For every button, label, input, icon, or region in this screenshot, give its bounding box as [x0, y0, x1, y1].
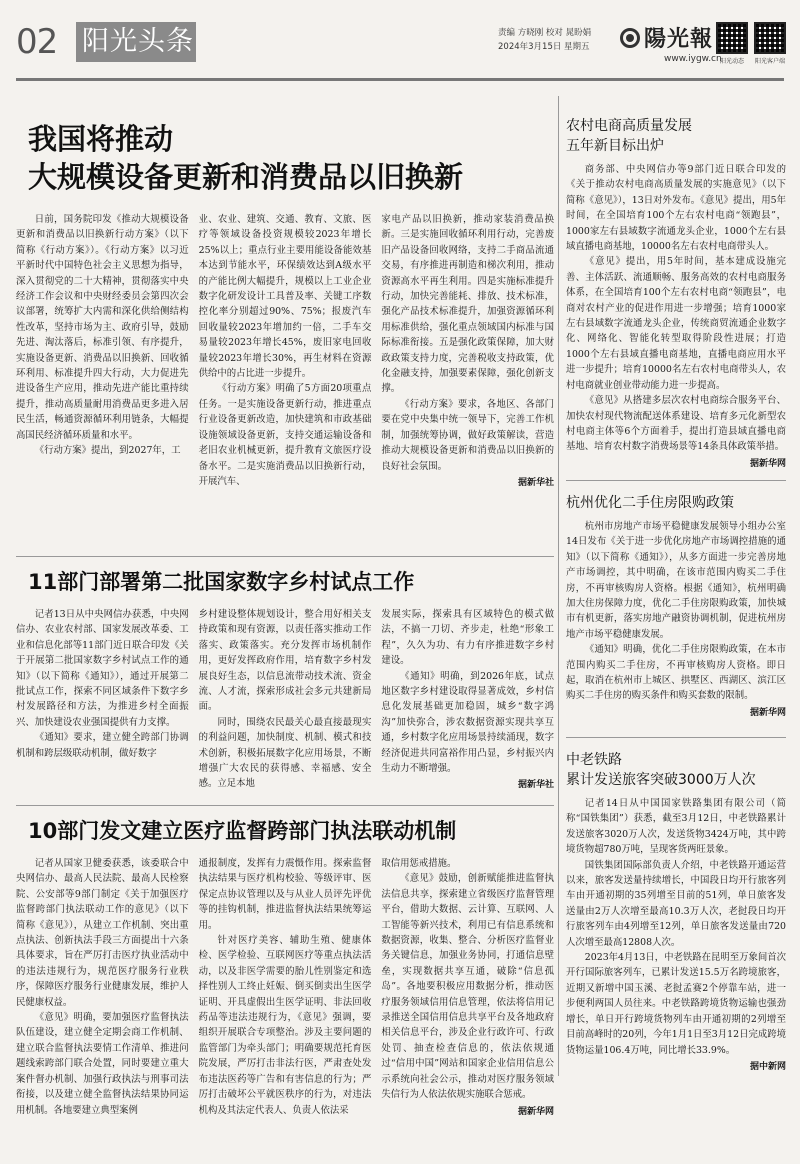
paragraph: 记者14日从中国国家铁路集团有限公司（简称“国铁集团”）获悉，截至3月12日，中老铁路累计发送旅客3020万人次，发送货物3424万吨，其中跨境货物超780万吨，呈现客货两旺景象。	[566, 798, 786, 856]
section-title: 阳光头条	[76, 22, 196, 62]
side-title-line: 五年新目标出炉	[566, 138, 664, 154]
side-article-title	[566, 750, 786, 790]
page-number: 02	[16, 22, 58, 62]
side-title-line: 中老铁路	[566, 752, 622, 768]
article-column	[16, 212, 189, 546]
paragraph: 同时，围绕农民最关心最直接最现实的利益问题，加快制度、机制、模式和技术创新，积极拓展数字化应用场景，不断增强广大农民的获得感、幸福感、安全感。立足本地	[198, 716, 372, 790]
editors-info	[498, 26, 591, 54]
paragraph: 《意见》提出，用5年时间，基本建成设施完善、主体活跃、流通顺畅、服务高效的农村电商服务体系，在全国培育100个左右农村电商“领跑县”，电商对农村产业的促进作用进一步增强；培育1000家左右县域数字流通龙头企业，传统商贸流通企业数字化、网络化、智能化转型取得阶段性进展；打造1000个左右县域直播电商基地，直播电商应用水平进一步提升；培育10000名左右农村电商带头人，农村电商就业创业带动能力进一步提高。	[566, 256, 786, 391]
issue-date: 2024年3月15日 星期五	[498, 42, 590, 52]
paragraph: 《通知》明确，到2026年底，试点地区数字乡村建设取得显著成效，乡村信息化发展基础更加稳固，城乡“数字鸿沟”加快弥合，涉农数据资源实现共享互通，乡村数字化应用场景持续涌现，数字经济促进共同富裕作用凸显，乡村振兴内生动力不断增强。	[381, 670, 555, 775]
paragraph: 日前，国务院印发《推动大规模设备更新和消费品以旧换新行动方案》（以下简称《行动方案》）。《行动方案》以习近平新时代中国特色社会主义思想为指导，深入贯彻党的二十大精神，贯彻落实中央经济工作会议和中央财经委员会第四次会议部署，统筹扩大内需和深化供给侧结构性改革，坚持市场为主、政府引导，鼓励先进、淘汰落后，标准引领、有序提升，实施设备更新、消费品以旧换新、回收循环利用、标准提升四大行动，大力促进先进设备生产应用，推动先进产能比重持续提升，推动高质量耐用消费品更多进入居民生活，畅通资源循环利用链条，大幅提高国民经济循环质量和水平。	[16, 214, 189, 441]
column-divider	[558, 96, 559, 1076]
article-source: 据新华网	[749, 707, 786, 718]
article-source: 据中新网	[749, 1061, 786, 1072]
article-source: 据新华社	[518, 780, 555, 791]
masthead-rule	[16, 78, 784, 81]
website-url: www.iygw.cn	[664, 54, 722, 64]
article-column	[199, 856, 372, 1164]
sun-logo-icon	[620, 28, 640, 48]
qr-code-icon	[716, 22, 748, 54]
article-source: 据新华网	[749, 458, 786, 469]
side-title-line: 累计发送旅客突破3000万人次	[566, 772, 756, 788]
paragraph: 通报制度，发挥有力震慑作用。探索监督执法结果与医疗机构校验、等级评审、医保定点协议管理以及与从业人员评先评优等的挂钩机制，推进监督执法结果统筹运用。	[198, 858, 372, 931]
paragraph: 《行动方案》明确了5方面20项重点任务。一是实施设备更新行动，推进重点行业设备更新改造，加快建筑和市政基础设施领域设备更新，支持交通运输设备和老旧农业机械更新，提升教育文旅医疗设备水平。二是实施消费品以旧换新行动，开展汽车、	[198, 383, 372, 487]
article-column	[16, 607, 189, 795]
paragraph: 《意见》明确，要加强医疗监督执法队伍建设，建立健全定期会商工作机制、建立联合监督执法要情工作清单、推进问题线索跨部门联合处置，同时要建立重大案件督办机制、加强行政执法与刑事司法衔接，以及建立健全监督执法结果协同运用机制。各地要建立典型案例	[16, 1012, 189, 1116]
article-separator	[566, 480, 786, 481]
paragraph: 《行动方案》要求，各地区、各部门要在党中央集中统一领导下，完善工作机制，加强统筹协调，做好政策解读，营造推动大规模设备更新和消费品以旧换新的良好社会氛围。	[381, 398, 555, 472]
paragraph: 2023年4月13日，中老铁路在昆明至万象间首次开行国际旅客列车，已累计发送15.5万名跨境旅客，近期又新增中国玉溪、老挝孟赛2个停靠车站，进一步便利两国人员往来。中老铁路跨境货物运输也强劲增长，单日开行跨境货物列车由开通初期的2列增至目前高峰时的20列，今年1月1日至3月12日完成跨境货物运量106.4万吨，同比增长33.9%。	[566, 952, 786, 1056]
article-medical-supervision	[16, 816, 554, 1164]
article-title-line: 大规模设备更新和消费品以旧换新	[28, 160, 464, 194]
article-separator	[566, 737, 786, 738]
paragraph: 商务部、中央网信办等9部门近日联合印发的《关于推动农村电商高质量发展的实施意见》（以下简称《意见》），13日对外发布。《意见》提出，用5年时间，在全国培育100个左右农村电商“领跑县”，1000家左右县域数字流通龙头企业，1000个左右县域直播电商基地，10000名左右农村电商带头人。	[566, 164, 786, 253]
qr-label: 阳光客户端	[754, 58, 785, 65]
article-column	[381, 607, 554, 795]
article-rural-ecommerce	[566, 96, 786, 468]
article-title: 11部门部署第二批国家数字乡村试点工作	[28, 570, 415, 594]
side-column	[566, 96, 786, 1110]
paragraph: 业、农业、建筑、交通、教育、文旅、医疗等领域设备投资规模较2023年增长25%以上；重点行业主要用能设备能效基本达到节能水平，环保绩效达到A级水平的产能比例大幅提升，规模以上工业企业数字化研发设计工具普及率、关键工序数控化率分别超过90%、75%；报废汽车回收量较2023年增加约一倍，二手车交易量较2023年增长45%，废旧家电回收量较2023年增长30%，再生材料在资源供给中的占比进一步提升。	[198, 214, 372, 380]
article-separator	[16, 556, 554, 557]
qr-label: 阳光动态	[719, 58, 744, 65]
paragraph: 针对医疗美容、辅助生殖、健康体检、医学检验、互联网医疗等重点执法活动，以及非医学需要的胎儿性别鉴定和选择性别人工终止妊娠、倒买倒卖出生医学证明、开具虚假出生医学证明、非法回收药品等违法违规行为，《意见》强调，要组织开展联合专项整治。涉及主要问题的监管部门为牵头部门；明确要规范托育医院发展，严厉打击非法行医，严肃查处发布违法医药等广告和有害信息的行为；严厉打击破坏公平就医秩序的行为，对违法机构及其法定代表人、负责人依法采	[198, 935, 372, 1116]
paragraph: 《行动方案》提出，到2027年，工	[34, 445, 181, 457]
article-china-laos-railway	[566, 750, 786, 1110]
qr-code-icon	[754, 22, 786, 54]
side-title-line: 农村电商高质量发展	[566, 118, 692, 134]
side-article-title	[566, 116, 786, 156]
side-article-title: 杭州优化二手住房限购政策	[566, 495, 734, 511]
article-digital-village	[16, 567, 554, 795]
paragraph: 家电产品以旧换新，推动家装消费品换新。三是实施回收循环利用行动，完善废旧产品设备回收网络，支持二手商品流通交易，有序推进再制造和梯次利用，推动资源高水平再生利用。四是实施标准提升行动，加快完善能耗、排放、技术标准，强化产品技术标准提升，加强资源循环利用标准供给，强化重点领域国内标准与国际标准衔接。五是强化政策保障，加大财政政策支持力度，完善税收支持政策，优化金融支持，加强要素保障，强化创新支撑。	[381, 214, 555, 395]
paragraph: 记者13日从中央网信办获悉，中央网信办、农业农村部、国家发展改革委、工业和信息化部等11部门近日联合印发《关于开展第二批国家数字乡村试点工作的通知》（以下简称《通知》），通过开展第二批试点工作，探索不同区域条件下数字乡村发展路径和方法，为推进乡村全面振兴、加快建设农业强国提供有力支撑。	[16, 609, 189, 728]
paragraph: 《意见》从搭建多层次农村电商综合服务平台、加快农村现代物流配送体系建设、培育多元化新型农村电商主体等6个方面着手，提出打造县域直播电商基地、培育农村数字消费场景等14条具体政策举措。	[566, 395, 786, 453]
paragraph: 取信用惩戒措施。	[381, 858, 457, 869]
paragraph: 发展实际，探索具有区域特色的模式做法，不搞一刀切、齐步走，杜绝“形象工程”，久久为功、有力有序推进数字乡村建设。	[381, 609, 555, 667]
paragraph: 国铁集团国际部负责人介绍，中老铁路开通运营以来，旅客发送量持续增长，中国段日均开行旅客列车由开通初期的35列增至目前的51列，单日旅客发送量由2万人次增至最高10.3万人次，老挝段日均开行旅客列车由4列增至12列，单日旅客发送量由720人次增至最高12808人次。	[566, 859, 786, 948]
article-separator	[16, 805, 554, 806]
article-column	[16, 856, 189, 1164]
article-title-line: 我国将推动	[28, 122, 174, 156]
paragraph: 乡村建设整体规划设计，整合用好相关支持政策和现有资源，以责任落实推动工作落实、政策落实。充分发挥市场机制作用，更好发挥政府作用，培育数字乡村发展良好生态，以信息流带动技术流、资金流、人才流，探索形成社会多元共建新局面。	[198, 609, 372, 713]
article-column	[199, 607, 372, 795]
paragraph: 杭州市房地产市场平稳健康发展领导小组办公室14日发布《关于进一步优化房地产市场调控措施的通知》（以下简称《通知》），从多方面进一步完善房地产市场调控，其中明确，在该市范围内购买二手住房，不再审核购房人资格。根据《通知》，杭州明确加大住房保障力度，优化二手住房限购政策，加快城市有机更新，落实房地产融资协调机制，促进杭州房地产市场平稳健康发展。	[566, 521, 786, 640]
article-column	[199, 212, 372, 546]
paragraph: 《通知》要求，建立健全跨部门协调机制和跨层级联动机制，做好数字	[16, 732, 189, 759]
article-column	[381, 212, 554, 546]
newspaper-logo	[620, 20, 720, 76]
article-source: 据新华社	[518, 477, 555, 488]
logo-text: 陽光報	[644, 26, 714, 52]
article-equipment-renewal	[16, 120, 554, 546]
article-source: 据新华网	[518, 1106, 555, 1117]
article-title: 10部门发文建立医疗监督跨部门执法联动机制	[28, 819, 457, 843]
paragraph: 《意见》鼓励，创新赋能推进监督执法信息共享，探索建立省级医疗监督管理平台，借助大数据、云计算、互联网、人工智能等新兴技术，利用已有信息系统和数据资源，收集、整合、分析医疗监督业务关键信息，加强业务协同，打通信息壁垒，实现数据共享互通，破除“信息孤岛”。各地要积极应用数据分析，推动医疗服务领域信用信息管理，依法将信用记录推送全国信用信息共享平台及各地政府相关信息平台，涉及企业行政许可、行政处罚、抽查检查信息的，依法依规通过“信用中国”网站和国家企业信用信息公示系统向社会公示，推动对医疗服务领域失信行为人依法依规实施联合惩戒。	[381, 873, 555, 1101]
masthead	[16, 12, 784, 76]
article-hangzhou-housing	[566, 493, 786, 725]
editors-line: 责编 方晓刚 校对 晁盼娟	[498, 28, 592, 38]
paragraph: 《通知》明确，优化二手住房限购政策，在本市范围内购买二手住房，不再审核购房人资格。即日起，取消在杭州市上城区、拱墅区、西湖区、滨江区购买二手住房的购买条件和购买套数的限制。	[566, 644, 786, 702]
article-column	[381, 856, 554, 1164]
paragraph: 记者从国家卫健委获悉，该委联合中央网信办、最高人民法院、最高人民检察院、公安部等9部门制定《关于加强医疗监督跨部门执法联动工作的意见》（以下简称《意见》），从建立工作机制、突出重点执法、创新执法手段三方面提出十六条具体要求，旨在严厉打击医疗执业活动中的违法违规行为，规范医疗服务行业秩序，保障医疗服务行业健康发展，维护人民健康权益。	[16, 858, 189, 1008]
article-title	[16, 120, 554, 196]
main-column	[16, 96, 554, 1164]
